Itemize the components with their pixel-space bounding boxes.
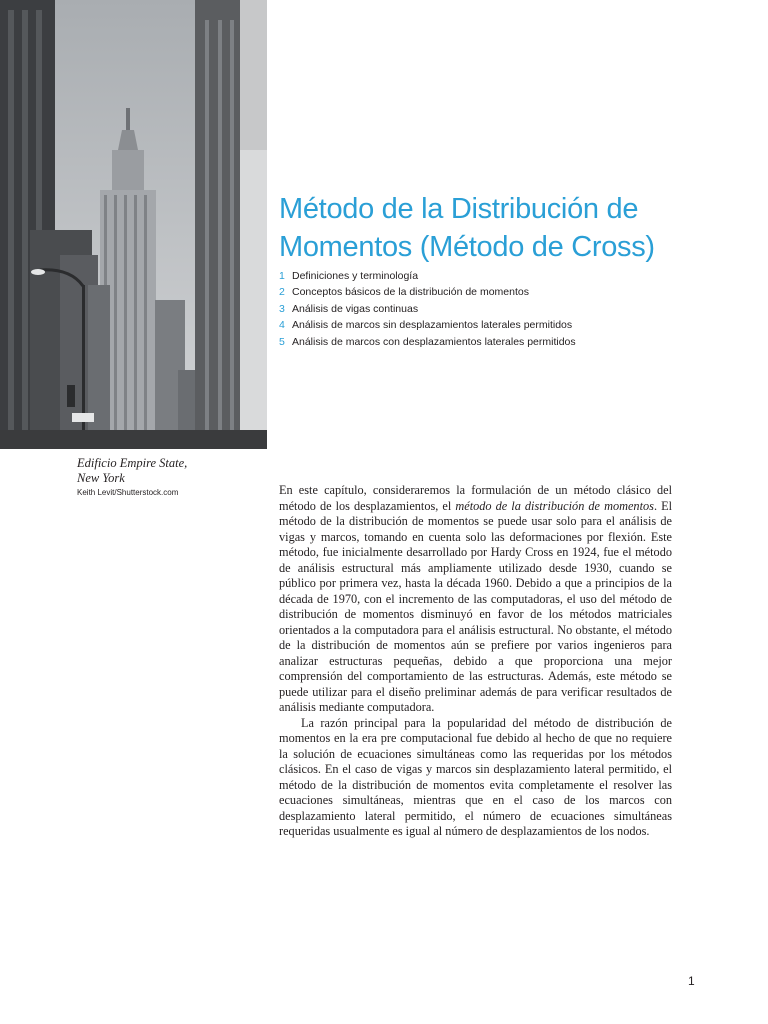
section-item — [279, 284, 719, 300]
section-number: 2 — [279, 286, 285, 299]
section-label: Análisis de marcos con desplazamientos laterales permitidos — [292, 335, 576, 348]
section-label: Análisis de vigas continuas — [292, 302, 419, 315]
section-item — [279, 301, 719, 317]
section-number: 1 — [279, 270, 285, 282]
section-item — [279, 334, 719, 350]
chapter-sections-list — [279, 268, 719, 350]
body-paragraph-2: La razón principal para la popularidad del método de distribución de momentos en la era pre computacional fue debido al hecho de que no requiere la solución de ecuaciones simultáneas como las requeridas por los métodos clásicos. En el caso de vigas y marcos sin desplazamiento lateral permitido, el método de la distribución de momentos evita completamente el resolver las ecuaciones simultáneas, mientras que en el caso de los marcos con desplazamiento lateral permitido, el número de ecuaciones simultáneas requeridas usualmente es igual al número de desplazamientos de los nodos. — [279, 715, 672, 838]
section-item — [279, 317, 719, 333]
section-number: 4 — [279, 319, 285, 332]
paragraph-1-rest: . El método de la distribución de momentos se puede usar solo para el análisis de vigas y marcos, tomando en cuenta solo las deformaciones por flexión. Este método, fue inicialmente desarrollado por Hardy Cross en 1924, fue el método de análisis estructural más ampliamente utilizado desde 1930, cuando se público por primera vez, hasta la década 1960. Debido a que a principios de la década de 1970, con el incremento de las computadoras, el uso del método de distribución de momentos disminuyó en favor de los métodos matriciales orientados a la computadora para el análisis estructural. No obstante, el método de la distribución de momentos aún se prefiere por varios ingenieros para analizar estructuras pequeñas, debido a que proporciona una mejor comprensión del comportamiento de las estructuras. Además, este método se puede utilizar para el diseño preliminar además de para verificar resultados de análisis mediante computadora. — [279, 498, 672, 714]
photo-caption — [77, 456, 267, 498]
body-text — [279, 483, 672, 840]
section-label: Definiciones y terminología — [292, 270, 419, 282]
section-number: 5 — [279, 335, 285, 348]
section-label: Conceptos básicos de la distribución de momentos — [292, 286, 529, 299]
chapter-title: Método de la Distribución de Momentos (Método de Cross) — [279, 193, 655, 263]
caption-title: Edificio Empire State, New York — [77, 456, 188, 485]
emphasized-term: método de la distribución de momentos — [455, 498, 654, 513]
paragraph-1-start: En este capítulo, consideraremos la formulación de un método clásico del método de los desplazamientos, el — [279, 483, 672, 513]
section-item — [279, 268, 719, 284]
section-number: 3 — [279, 302, 285, 315]
photo-credit: Keith Levit/Shutterstock.com — [77, 488, 179, 497]
city-skyline-illustration — [0, 0, 267, 449]
page-number: 1 — [688, 974, 695, 988]
empire-state-photo — [0, 0, 267, 449]
section-label: Análisis de marcos sin desplazamientos laterales permitidos — [292, 319, 573, 332]
body-paragraph-1 — [279, 483, 672, 716]
